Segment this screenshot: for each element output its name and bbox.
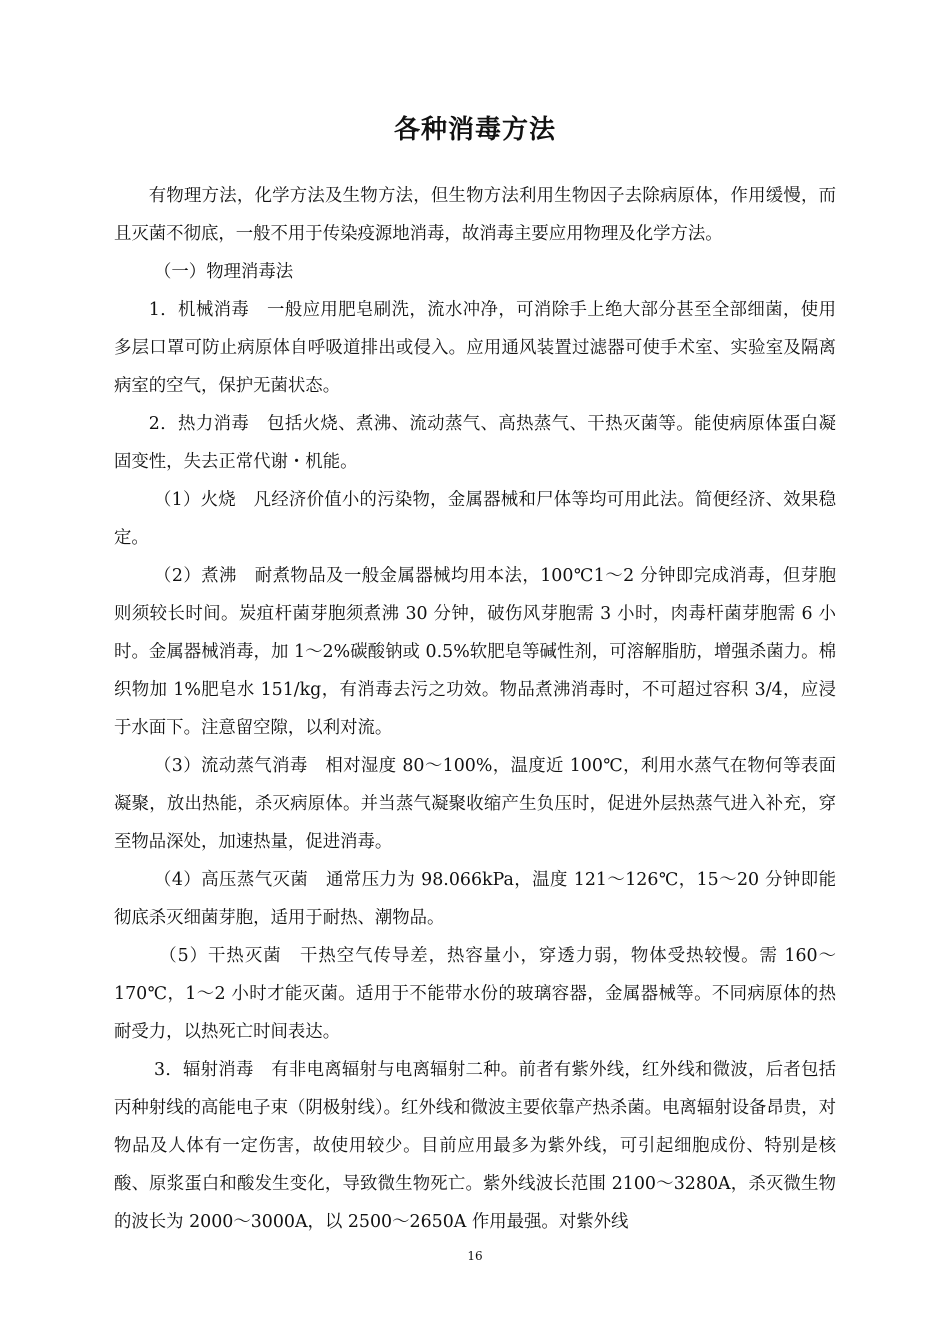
document-body — [114, 177, 836, 1241]
document-title: 各种消毒方法 — [393, 115, 556, 145]
paragraph-intro: 有物理方法，化学方法及生物方法，但生物方法利用生物因子去除病原体，作用缓慢，而且灭菌不彻底，一般不用于传染疫源地消毒，故消毒主要应用物理及化学方法。 — [114, 186, 836, 244]
paragraph-autoclave: （4）高压蒸气灭菌 通常压力为 98.066kPa，温度 121～126℃，15～20 分钟即能彻底杀灭细菌芽胞，适用于耐热、潮物品。 — [114, 870, 836, 928]
paragraph-mechanical: 1．机械消毒 一般应用肥皂刷洗，流水冲净，可消除手上绝大部分甚至全部细菌，使用多层口罩可防止病原体自呼吸道排出或侵入。应用通风装置过滤器可使手术室、实验室及隔离病室的空气，保护无菌状态。 — [114, 300, 836, 396]
paragraph-dry-heat: （5）干热灭菌 干热空气传导差，热容量小，穿透力弱，物体受热较慢。需 160～170℃，1～2 小时才能灭菌。适用于不能带水份的玻璃容器，金属器械等。不同病原体的热耐受力，以热死亡时间表达。 — [114, 946, 836, 1042]
paragraph-boiling: （2）煮沸 耐煮物品及一般金属器械均用本法，100℃1～2 分钟即完成消毒，但芽胞则须较长时间。炭疽杆菌芽胞须煮沸 30 分钟，破伤风芽胞需 3 小时，肉毒杆菌芽胞需 6 小时。金属器械消毒，加 1～2%碳酸钠或 0.5%软肥皂等碱性剂，可溶解脂肪，增强杀菌力。棉织物加 1%肥皂水 151/kg，有消毒去污之功效。物品煮沸消毒时，不可超过容积 3/4，应浸于水面下。注意留空隙，以利对流。 — [114, 566, 836, 738]
paragraph-flowing-steam: （3）流动蒸气消毒 相对湿度 80～100%，温度近 100℃，利用水蒸气在物何等表面凝聚，放出热能，杀灭病原体。并当蒸气凝聚收缩产生负压时，促进外层热蒸气进入补充，穿至物品深处，加速热量，促进消毒。 — [114, 756, 836, 852]
page-number: 16 — [467, 1249, 483, 1263]
paragraph-radiation: 3．辐射消毒 有非电离辐射与电离辐射二种。前者有紫外线，红外线和微波，后者包括丙种射线的高能电子束（阴极射线）。红外线和微波主要依靠产热杀菌。电离辐射设备昂贵，对物品及人体有一定伤害，故使用较少。目前应用最多为紫外线，可引起细胞成份、特别是核酸、原浆蛋白和酸发生变化，导致微生物死亡。紫外线波长范围 2100～3280A，杀灭微生物的波长为 2000～3000A，以 2500～2650A 作用最强。对紫外线 — [114, 1060, 836, 1232]
section-heading-physical: （一）物理消毒法 — [154, 262, 294, 282]
paragraph-burning: （1）火烧 凡经济价值小的污染物，金属器械和尸体等均可用此法。简便经济、效果稳定。 — [114, 490, 836, 548]
paragraph-thermal: 2．热力消毒 包括火烧、煮沸、流动蒸气、高热蒸气、干热灭菌等。能使病原体蛋白凝固变性，失去正常代谢・机能。 — [114, 414, 836, 472]
